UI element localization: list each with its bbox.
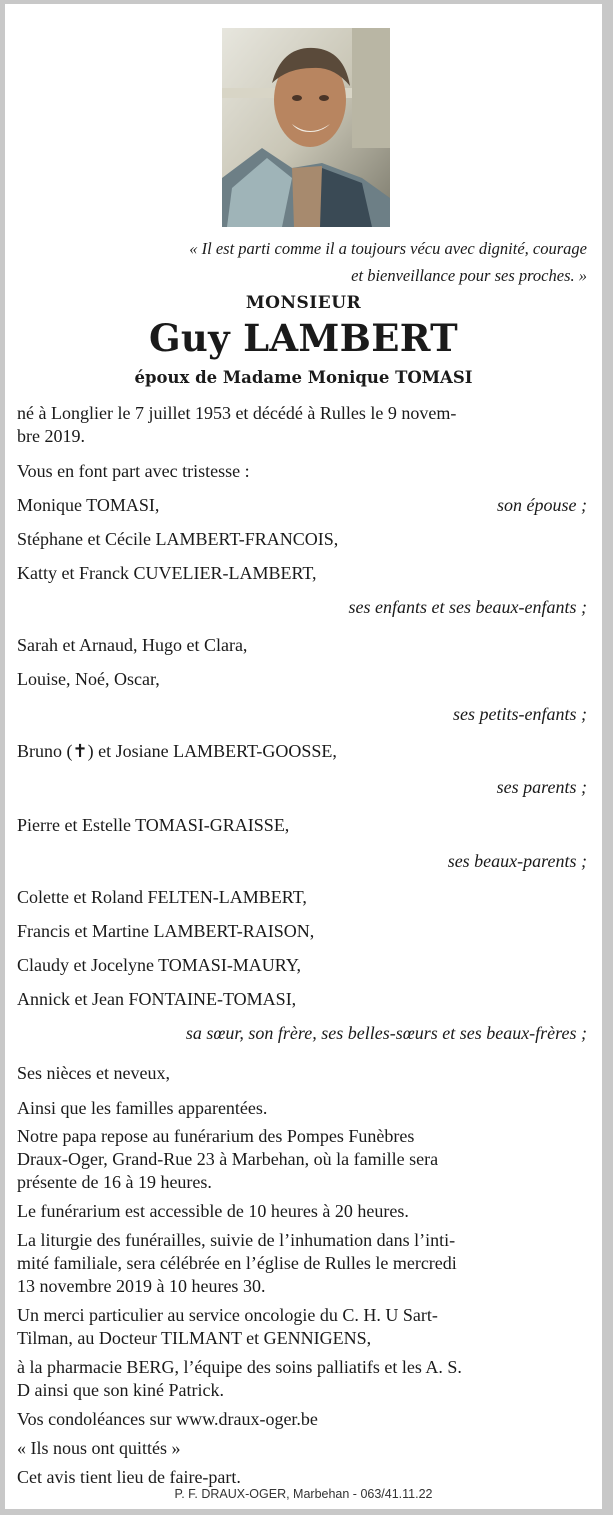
- family-member: Claudy et Jocelyne TOMASI-MAURY,: [17, 955, 302, 975]
- siblings-role: sa sœur, son frère, ses belles-sœurs et ses beaux-frères ;: [185, 1023, 587, 1043]
- relatives-line: Ainsi que les familles apparentées.: [17, 1098, 268, 1118]
- spouse-name: Monique TOMASI,: [17, 495, 160, 515]
- family-member: Sarah et Arnaud, Hugo et Clara,: [17, 635, 248, 655]
- quote-line: « Il est parti comme il a toujours vécu avec dignité, courage: [189, 239, 587, 258]
- family-siblings: [17, 886, 587, 1045]
- condolences-line: Vos condoléances sur www.draux-oger.be: [17, 1409, 318, 1429]
- family-member: [17, 740, 587, 763]
- birth-death-line: bre 2019.: [17, 426, 85, 446]
- paragraph-line: mité familiale, sera célébrée en l’église de Rulles le mercredi: [17, 1253, 457, 1273]
- nephews-line: Ses nièces et neveux,: [17, 1063, 170, 1083]
- paragraph-line: 13 novembre 2019 à 10 heures 30.: [17, 1276, 266, 1296]
- family-grandchildren: [17, 634, 587, 726]
- family-member: Pierre et Estelle TOMASI-GRAISSE,: [17, 815, 290, 835]
- paragraph-line: D ainsi que son kiné Patrick.: [17, 1380, 224, 1400]
- intro-text: [17, 460, 587, 483]
- family-member: Stéphane et Cécile LAMBERT-FRANCOIS,: [17, 529, 339, 549]
- paragraph-line: Notre papa repose au funérarium des Pompes Funèbres: [17, 1126, 415, 1146]
- birth-death: [17, 402, 587, 448]
- parents-name-part: Bruno (: [17, 741, 73, 761]
- funeral-home-footer: P. F. DRAUX-OGER, Marbehan - 063/41.11.22: [174, 1487, 433, 1501]
- paragraph-line: Draux-Oger, Grand-Rue 23 à Marbehan, où la famille sera: [17, 1149, 439, 1169]
- honorific: MONSIEUR: [245, 293, 362, 313]
- quote-line: et bienveillance pour ses proches. »: [351, 266, 587, 285]
- obituary-page: [5, 4, 602, 1509]
- thanks-paragraph: [17, 1356, 587, 1402]
- closing: [17, 1062, 587, 1489]
- family-parents: [17, 740, 587, 799]
- paragraph-line: Tilman, au Docteur TILMANT et GENNIGENS,: [17, 1328, 372, 1348]
- deceased-name: Guy LAMBERT: [149, 316, 458, 360]
- parents-role: ses parents ;: [496, 777, 587, 797]
- left-us-line: « Ils nous ont quittés »: [17, 1438, 181, 1458]
- family-member: Annick et Jean FONTAINE-TOMASI,: [17, 989, 297, 1009]
- in-laws-role: ses beaux-parents ;: [447, 851, 587, 871]
- liturgy-paragraph: [17, 1229, 587, 1298]
- intro-line: Vous en font part avec tristesse :: [17, 461, 250, 481]
- birth-death-line: né à Longlier le 7 juillet 1953 et décédé à Rulles le 9 novem-: [17, 403, 457, 423]
- paragraph-line: présente de 16 à 19 heures.: [17, 1172, 212, 1192]
- cross-icon: ✝: [72, 741, 88, 761]
- portrait-photo: [222, 28, 390, 227]
- hours-line: Le funérarium est accessible de 10 heures à 20 heures.: [17, 1201, 409, 1221]
- family-children: [17, 528, 587, 619]
- family-spouse: [17, 494, 587, 517]
- notice-line: Cet avis tient lieu de faire-part.: [17, 1467, 241, 1487]
- children-role: ses enfants et ses beaux-enfants ;: [348, 597, 587, 617]
- spouse-role: son épouse ;: [497, 495, 587, 515]
- funeral-home-paragraph: [17, 1125, 587, 1194]
- quote: [45, 235, 587, 289]
- thanks-paragraph: [17, 1304, 587, 1350]
- family-member: Colette et Roland FELTEN-LAMBERT,: [17, 887, 307, 907]
- paragraph-line: Un merci particulier au service oncologie du C. H. U Sart-: [17, 1305, 438, 1325]
- parents-name-part: ) et Josiane LAMBERT-GOOSSE,: [87, 741, 337, 761]
- paragraph-line: à la pharmacie BERG, l’équipe des soins palliatifs et les A. S.: [17, 1357, 462, 1377]
- paragraph-line: La liturgie des funérailles, suivie de l’inhumation dans l’inti-: [17, 1230, 456, 1250]
- family-member: Francis et Martine LAMBERT-RAISON,: [17, 921, 315, 941]
- grandchildren-role: ses petits-enfants ;: [453, 704, 587, 724]
- spouse-line: époux de Madame Monique TOMASI: [134, 368, 473, 387]
- family-member: Louise, Noé, Oscar,: [17, 669, 160, 689]
- family-member: Katty et Franck CUVELIER-LAMBERT,: [17, 563, 317, 583]
- family-in-laws: [17, 814, 587, 873]
